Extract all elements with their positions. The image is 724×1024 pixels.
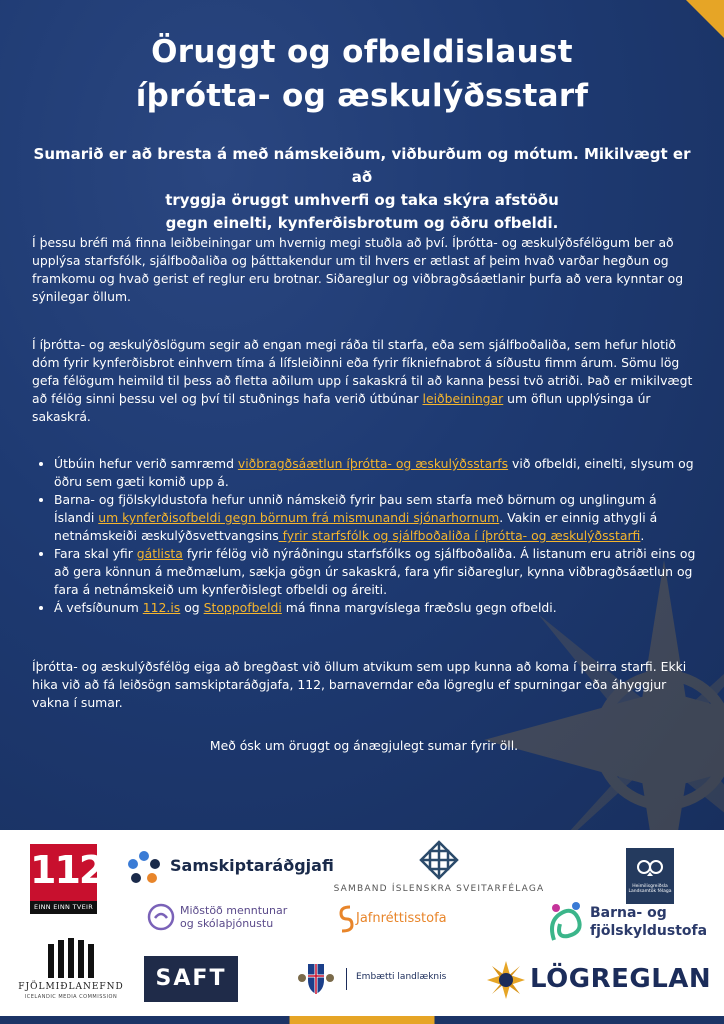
paragraph-1 [32, 234, 696, 306]
logo-saft [144, 956, 238, 1002]
logo-samskiptaradgjafi [124, 848, 334, 888]
logo-112 [30, 844, 104, 914]
page-title [0, 30, 724, 118]
112-is-link[interactable]: 112.is [142, 600, 181, 615]
list-item: • Á vefsíðunum 112.is og Stoppofbeldi má finna margvíslega fræðslu gegn ofbeldi. [54, 599, 696, 617]
paragraph-3-text: Íþrótta- og æskulýðsfélög eiga að bregðast við öllum atvikum sem upp kunna að koma í þeirra starfi. Ekki hika við að fá leiðsögn samskiptaráðgjafa, 112, barnaverndar eða lögreglu ef spurningar eða áhyggjur vakna í sumar. [32, 659, 687, 710]
embaetti-divider [346, 968, 347, 990]
title-line-1: Öruggt og ofbeldislaust [151, 34, 573, 70]
logo-midstod [146, 902, 296, 932]
barna-loop-icon [546, 900, 586, 946]
partner-logos [0, 830, 724, 1024]
midstod-text: Miðstöð menntunar og skólaþjónustu [180, 904, 288, 930]
paragraph-1-text: Í þessu bréfi má finna leiðbeiningar um hvernig megi stuðla að því. Íþrótta- og æskulýðsfélögum ber að upplýsa starfsfólk, sjálfboðaliða og þátttakendur um til hvers er ætlast af þeim hvað varðar hegðun og framkomu og hvað gerist ef reglur eru brotnar. Siðareglur og viðbragðsáætlanir þurfa að vera kynntar og sýnilegar öllum. [32, 235, 684, 304]
list-item: • Fara skal yfir gátlista fyrir félög við nýráðningu starfsfólks og sjálfboðaliða. Á listanum eru atriði eins og að gera könnun á meðmælum, sækja gögn úr sakaskrá, fara yfir siðareglur, kynna viðbragðsáætlun og fara á netnámskeið um kynferðislegt ofbeldi og áreiti. [54, 545, 696, 599]
stoppofbeldi-link[interactable]: Stoppofbeldi [203, 600, 282, 615]
samskiptaradgjafi-icon [124, 848, 164, 888]
list-item: • Útbúin hefur verið samræmd viðbragðsáætlun íþrótta- og æskulýðsstarfs við ofbeldi, einelti, slysum og öðru sem gæti komið upp á. [54, 455, 696, 491]
paragraph-2-text-end: um öflun upplýsinga úr sakaskrá. [32, 391, 651, 424]
logo-samband [328, 838, 550, 898]
police-star-icon [486, 960, 526, 1000]
logo-jafnrettisstofa [338, 904, 488, 934]
leidbeiningar-link[interactable]: leiðbeiningar [422, 391, 504, 406]
closing-line [32, 737, 696, 755]
samband-knot-icon [417, 840, 461, 880]
logo-heimili [626, 848, 674, 904]
heimili-text: Heimilisgreiðsla Landsamtök félaga [628, 884, 672, 894]
gatlisti-link[interactable]: gátlista [136, 546, 183, 561]
barna-text: Barna- og fjölskyldustofa [590, 905, 708, 939]
jafnrettisstofa-text: Jafnréttisstofa [356, 911, 447, 926]
logo-fjolmidlanefnd [18, 936, 124, 1006]
heimili-owl-icon [626, 850, 674, 884]
subtitle [30, 143, 694, 235]
list-item: • Barna- og fjölskyldustofa hefur unnið námskeið fyrir þau sem starfa með börnum og unglingum á Íslandi um kynferðisofbeldi gegn börnum frá mismunandi sjónarhornum. Vakin er einnig athygli á netnámskeiði æskulýðsvettvangsins fyrir starfsfólk og sjálfboðaliða í íþrótta- og æskulýðsstarfi. [54, 491, 696, 545]
paragraph-2 [32, 336, 696, 426]
paragraph-3 [32, 658, 696, 712]
logo-embaetti-landlaeknis [296, 958, 456, 998]
subtitle-line-2: tryggja öruggt umhverfi og taka skýra afstöðu [165, 191, 559, 209]
bullet-list [32, 455, 696, 617]
logo-barna-og-fjolskyldustofa [546, 900, 706, 950]
saft-text: SAFT [155, 966, 227, 991]
title-line-2: íþrótta- og æskulýðsstarf [135, 78, 589, 114]
subtitle-line-3: gegn einelti, kynferðisbrotum og öðru ofbeldi. [165, 214, 559, 232]
logo-112-number: 112 [30, 848, 104, 892]
fjolmidlanefnd-text: FJÖLMIÐLANEFND [18, 982, 124, 992]
samskiptaradgjafi-text: Samskiptaráðgjafi [170, 856, 334, 875]
paragraph-2-text: Í íþrótta- og æskulýðslögum segir að engan megi ráða til starfa, eða sem sjálfboðaliða, sem hefur hlotið dóm fyrir kynferðisbrot einhvern tíma á lífsleiðinni eða fyrir fíkniefnabrot á síðustu fimm árum. Sömu lög gefa félögum heimild til þess að fletta aðilum upp í sakaskrá til að kanna þessi tvö atriði. Það er mikilvægt að félög sinni þessu vel og því til stuðnings hafa verið útbúnar [32, 337, 693, 406]
logo-logreglan [486, 958, 712, 1004]
fjolmidlanefnd-columns-icon [46, 938, 96, 980]
netnamskeid-link[interactable]: fyrir starfsfólk og sjálfboðaliða í íþrótta- og æskulýðsstarfi [278, 528, 641, 543]
coat-of-arms-icon [296, 958, 336, 998]
jafnrettisstofa-icon [338, 904, 354, 934]
fjolmidlanefnd-subtext: ICELANDIC MEDIA COMMISSION [24, 994, 118, 1000]
vidbragdsaaetlun-link[interactable]: viðbragðsáætlun íþrótta- og æskulýðsstarfs [237, 456, 509, 471]
embaetti-text: Embætti landlæknis [356, 972, 447, 982]
kynferdisofbeldi-course-link[interactable]: um kynferðisofbeldi gegn börnum frá mismunandi sjónarhornum [98, 510, 500, 525]
closing-text: Með ósk um öruggt og ánægjulegt sumar fyrir öll. [209, 738, 519, 753]
logreglan-text: LÖGREGLAN [530, 964, 712, 994]
samband-text: SAMBAND ÍSLENSKRA SVEITARFÉLAGA [333, 884, 545, 894]
bottom-accent-bar [0, 1016, 724, 1024]
midstod-hands-icon [146, 902, 176, 932]
subtitle-line-1: Sumarið er að bresta á með námskeiðum, viðburðum og mótum. Mikilvægt er að [33, 145, 691, 186]
logo-112-subtext: EINN EINN TVEIR [30, 901, 97, 914]
